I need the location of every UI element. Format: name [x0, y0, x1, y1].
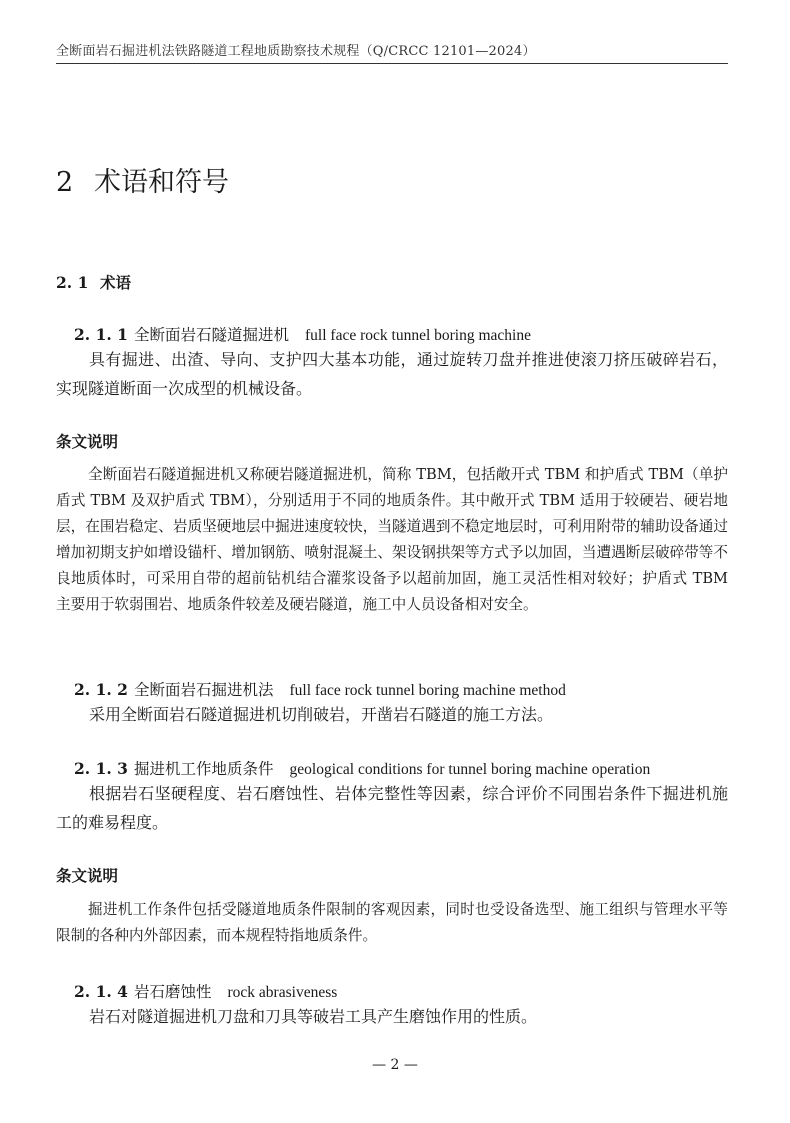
term-definition: 根据岩石坚硬程度、岩石磨蚀性、岩体完整性等因素，综合评价不同围岩条件下掘进机施工的难易程度。 [56, 784, 728, 832]
term-en: rock abrasiveness [227, 984, 338, 1001]
term-cn: 掘进机工作地质条件 [134, 760, 274, 778]
term-number: 2. 1. 1 [74, 325, 128, 344]
term-definition: 采用全断面岩石隧道掘进机切削破岩，开凿岩石隧道的施工方法。 [89, 705, 554, 724]
term-number: 2. 1. 3 [74, 759, 128, 778]
running-header: 全断面岩石掘进机法铁路隧道工程地质勘察技术规程（Q/CRCC 12101—2024） [56, 44, 536, 59]
header-divider [56, 63, 728, 64]
term-definition: 岩石对隧道掘进机刀盘和刀具等破岩工具产生磨蚀作用的性质。 [89, 1007, 538, 1026]
term-cn: 岩石磨蚀性 [134, 983, 212, 1001]
note-heading: 条文说明 [56, 432, 119, 451]
note-text: 掘进机工作条件包括受隧道地质条件限制的客观因素，同时也受设备选型、施工组织与管理水平等限制的各种内外部因素，而本规程特指地质条件。 [56, 901, 728, 944]
term-heading [74, 678, 566, 700]
chapter-title-text: 术语和符号 [94, 167, 229, 198]
section-number: 2. 1 [56, 273, 89, 292]
term-heading [74, 980, 337, 1002]
section-title: 术语 [100, 273, 132, 292]
term-en: full face rock tunnel boring machine [305, 327, 531, 344]
term-cn: 全断面岩石隧道掘进机 [134, 326, 290, 344]
term-en: geological conditions for tunnel boring machine operation [289, 761, 651, 778]
term-number: 2. 1. 2 [74, 680, 128, 699]
term-heading [74, 757, 650, 779]
term-en: full face rock tunnel boring machine method [289, 682, 566, 699]
term-number: 2. 1. 4 [74, 982, 128, 1001]
note-text: 全断面岩石隧道掘进机又称硬岩隧道掘进机，简称 TBM，包括敞开式 TBM 和护盾式 TBM（单护盾式 TBM 及双护盾式 TBM），分别适用于不同的地质条件。其中敞开式 TBM 适用于较硬岩、硬岩地层，在围岩稳定、岩质坚硬地层中掘进速度较快，当隧道遇到不稳定地层时，可利用附带的辅助设备通过增加初期支护如增设锚杆、增加钢筋、喷射混凝土、架设钢拱架等方式予以加固，当遭遇断层破碎带等不良地质体时，可采用自带的超前钻机结合灌浆设备予以超前加固，施工灵活性相对较好；护盾式 TBM 主要用于软弱围岩、地质条件较差及硬岩隧道，施工中人员设备相对安全。 [56, 466, 728, 613]
page-number: — 2 — [372, 1057, 418, 1073]
term-cn: 全断面岩石掘进机法 [134, 681, 274, 699]
term-heading [74, 323, 531, 345]
note-heading: 条文说明 [56, 866, 119, 885]
chapter-number: 2 [56, 167, 74, 198]
section-heading [56, 271, 131, 293]
term-definition: 具有掘进、出渣、导向、支护四大基本功能，通过旋转刀盘并推进使滚刀挤压破碎岩石，实现隧道断面一次成型的机械设备。 [56, 350, 728, 398]
chapter-title [56, 160, 229, 199]
